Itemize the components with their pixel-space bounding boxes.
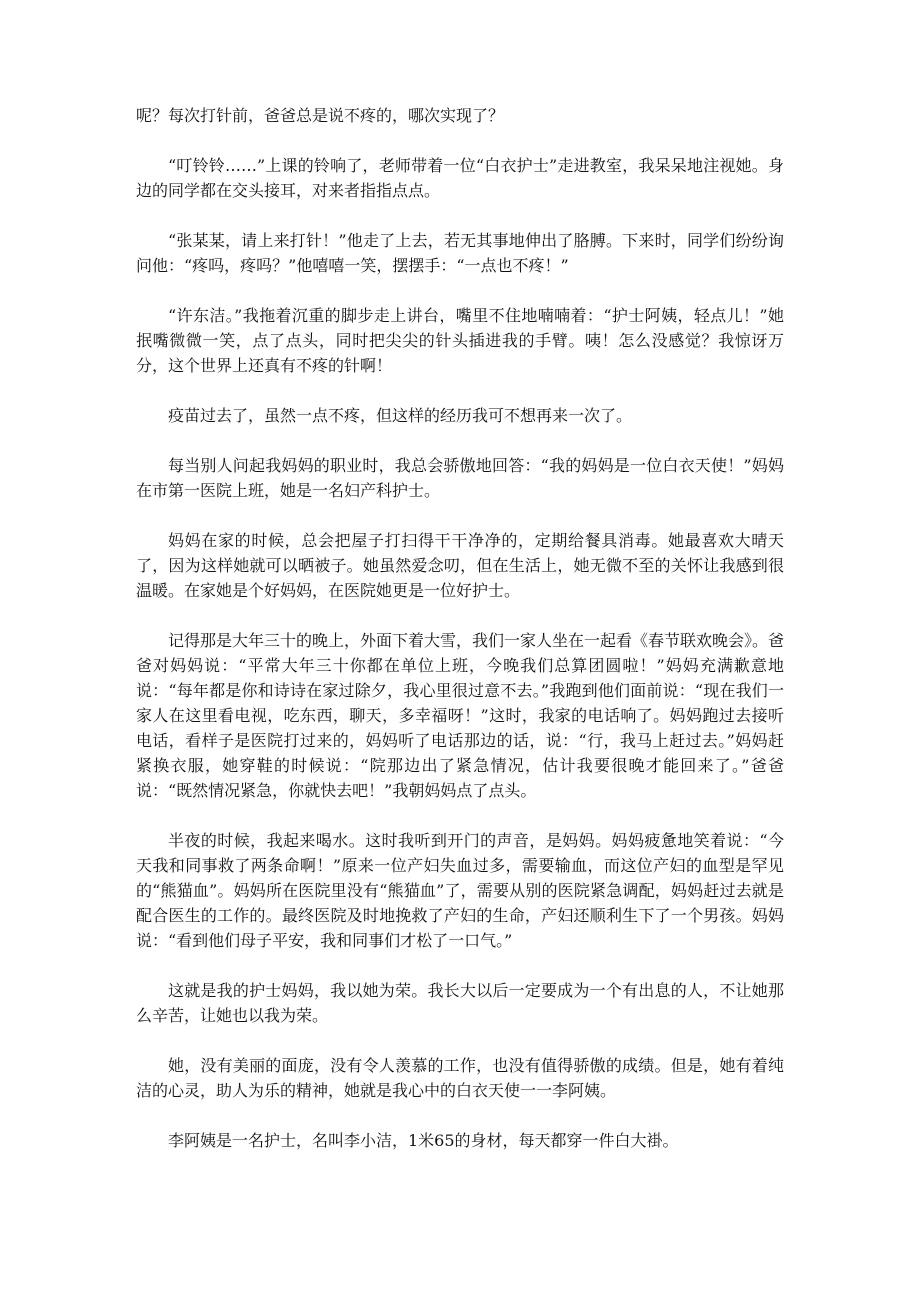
paragraph-9: 半夜的时候，我起来喝水。这时我听到开门的声音，是妈妈。妈妈疲惫地笑着说：“今天我和同事救了两条命啊！”原来一位产妇失血过多，需要输血，而这位产妇的血型是罕见的“熊猫血”。妈妈所在医院里没有“熊猫血”了，需要从别的医院紧急调配，妈妈赶过去就是配合医生的工作的。最终医院及时地挽救了产妇的生命，产妇还顺利生下了一个男孩。妈妈说：“看到他们母子平安，我和同事们才松了一口气。” [136, 831, 784, 950]
paragraph-2: “叮铃铃……”上课的铃响了，老师带着一位“白衣护士”走进教室，我呆呆地注视她。身边的同学都在交头接耳，对来者指指点点。 [136, 156, 784, 200]
paragraph-11: 她，没有美丽的面庞，没有令人羡慕的工作，也没有值得骄傲的成绩。但是，她有着纯洁的心灵，助人为乐的精神，她就是我心中的白衣天使一一李阿姨。 [136, 1056, 784, 1100]
document-page [136, 103, 784, 1178]
paragraph-6: 每当别人问起我妈妈的职业时，我总会骄傲地回答：“我的妈妈是一位白衣天使！”妈妈在市第一医院上班，她是一名妇产科护士。 [136, 456, 784, 500]
paragraph-7: 妈妈在家的时候，总会把屋子打扫得干干净净的，定期给餐具消毒。她最喜欢大晴天了，因为这样她就可以晒被子。她虽然爱念叨，但在生活上，她无微不至的关怀让我感到很温暖。在家她是个好妈妈，在医院她更是一位好护士。 [136, 531, 784, 600]
paragraph-5: 疫苗过去了，虽然一点不疼，但这样的经历我可不想再来一次了。 [168, 406, 633, 425]
paragraph-10: 这就是我的护士妈妈，我以她为荣。我长大以后一定要成为一个有出息的人，不让她那么辛苦，让她也以我为荣。 [136, 981, 784, 1025]
paragraph-8: 记得那是大年三十的晚上，外面下着大雪，我们一家人坐在一起看《春节联欢晚会》。爸爸对妈妈说：“平常大年三十你都在单位上班，今晚我们总算团圆啦！”妈妈充满歉意地说：“每年都是你和诗诗在家过除夕，我心里很过意不去。”我跑到他们面前说：“现在我们一家人在这里看电视，吃东西，聊天，多幸福呀！”这时，我家的电话响了。妈妈跑过去接听电话，看样子是医院打过来的，妈妈听了电话那边的话，说：“行，我马上赶过去。”妈妈赶紧换衣服，她穿鞋的时候说：“院那边出了紧急情况，估计我要很晚才能回来了。”爸爸说：“既然情况紧急，你就快去吧！”我朝妈妈点了点头。 [136, 631, 785, 800]
paragraph-12: 李阿姨是一名护士，名叫李小洁，1米65的身材，每天都穿一件白大褂。 [168, 1131, 679, 1150]
paragraph-1: 呢？每次打针前，爸爸总是说不疼的，哪次实现了？ [136, 106, 505, 125]
paragraph-4: “许东洁。”我拖着沉重的脚步走上讲台，嘴里不住地喃喃着：“护士阿姨，轻点儿！”她抿嘴微微一笑，点了点头，同时把尖尖的针头插进我的手臂。咦！怎么没感觉？我惊讶万分，这个世界上还真有不疼的针啊！ [136, 306, 784, 375]
paragraph-3: “张某某，请上来打针！”他走了上去，若无其事地伸出了胳膊。下来时，同学们纷纷询问他：“疼吗，疼吗？”他嘻嘻一笑，摆摆手：“一点也不疼！” [136, 231, 784, 275]
